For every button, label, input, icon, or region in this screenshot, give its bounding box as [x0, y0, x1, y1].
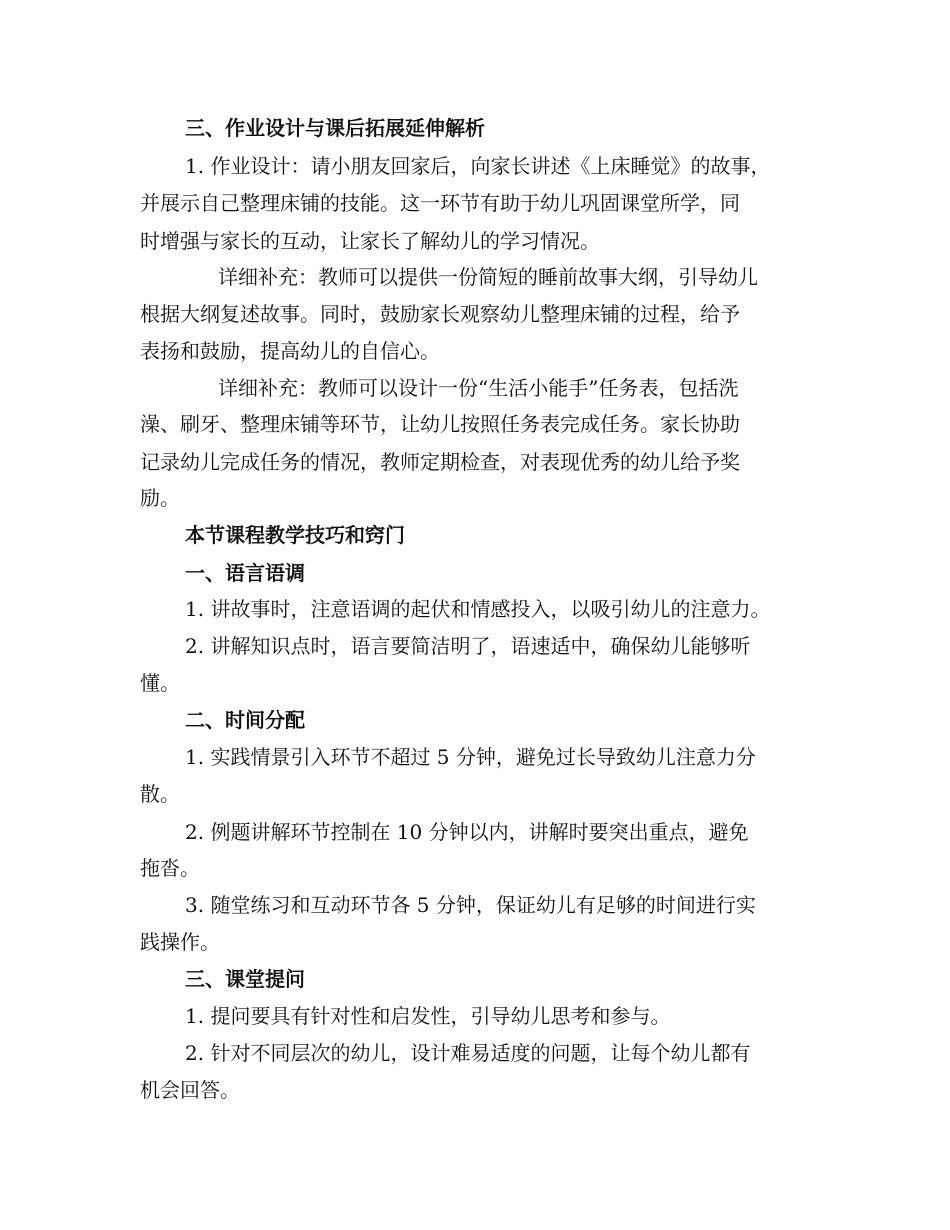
- list-item-continuation: 拖沓。: [140, 856, 200, 880]
- paragraph-line: 详细补充：教师可以提供一份简短的睡前故事大纲，引导幼儿: [218, 265, 758, 289]
- subsection-heading-time: 二、时间分配: [185, 708, 305, 732]
- list-item: 1. 讲故事时，注意语调的起伏和情感投入，以吸引幼儿的注意力。: [185, 597, 771, 621]
- subsection-heading-questions: 三、课堂提问: [185, 967, 305, 991]
- section-heading-homework: 三、作业设计与课后拓展延伸解析: [185, 116, 485, 140]
- paragraph-line: 记录幼儿完成任务的情况，教师定期检查，对表现优秀的幼儿给予奖: [140, 450, 740, 474]
- list-item-continuation: 践操作。: [140, 930, 220, 954]
- paragraph-line: 时增强与家长的互动，让家长了解幼儿的学习情况。: [140, 229, 600, 253]
- list-item: 1. 实践情景引入环节不超过 5 分钟，避免过长导致幼儿注意力分: [185, 745, 756, 769]
- paragraph-line: 详细补充：教师可以设计一份“生活小能手”任务表，包括洗: [218, 376, 739, 400]
- list-item: 3. 随堂练习和互动环节各 5 分钟，保证幼儿有足够的时间进行实: [185, 893, 756, 917]
- paragraph-line: 并展示自己整理床铺的技能。这一环节有助于幼儿巩固课堂所学，同: [140, 191, 740, 215]
- list-item: 2. 针对不同层次的幼儿，设计难易适度的问题，让每个幼儿都有: [185, 1041, 751, 1065]
- paragraph-line: 澡、刷牙、整理床铺等环节，让幼儿按照任务表完成任务。家长协助: [140, 412, 740, 436]
- list-item-continuation: 散。: [140, 782, 180, 806]
- list-item-continuation: 懂。: [140, 671, 180, 695]
- paragraph-line: 表扬和鼓励，提高幼儿的自信心。: [140, 339, 440, 363]
- paragraph-line: 1. 作业设计：请小朋友回家后，向家长讲述《上床睡觉》的故事，: [185, 154, 771, 178]
- section-heading-tips: 本节课程教学技巧和窍门: [185, 523, 405, 547]
- list-item: 2. 讲解知识点时，语言要简洁明了，语速适中，确保幼儿能够听: [185, 634, 751, 658]
- subsection-heading-language: 一、语言语调: [185, 561, 305, 585]
- list-item: 1. 提问要具有针对性和启发性，引导幼儿思考和参与。: [185, 1004, 671, 1028]
- list-item-continuation: 机会回答。: [140, 1078, 240, 1102]
- list-item: 2. 例题讲解环节控制在 10 分钟以内，讲解时要突出重点，避免: [185, 820, 749, 844]
- paragraph-line: 根据大纲复述故事。同时，鼓励家长观察幼儿整理床铺的过程，给予: [140, 302, 740, 326]
- paragraph-line: 励。: [140, 486, 180, 510]
